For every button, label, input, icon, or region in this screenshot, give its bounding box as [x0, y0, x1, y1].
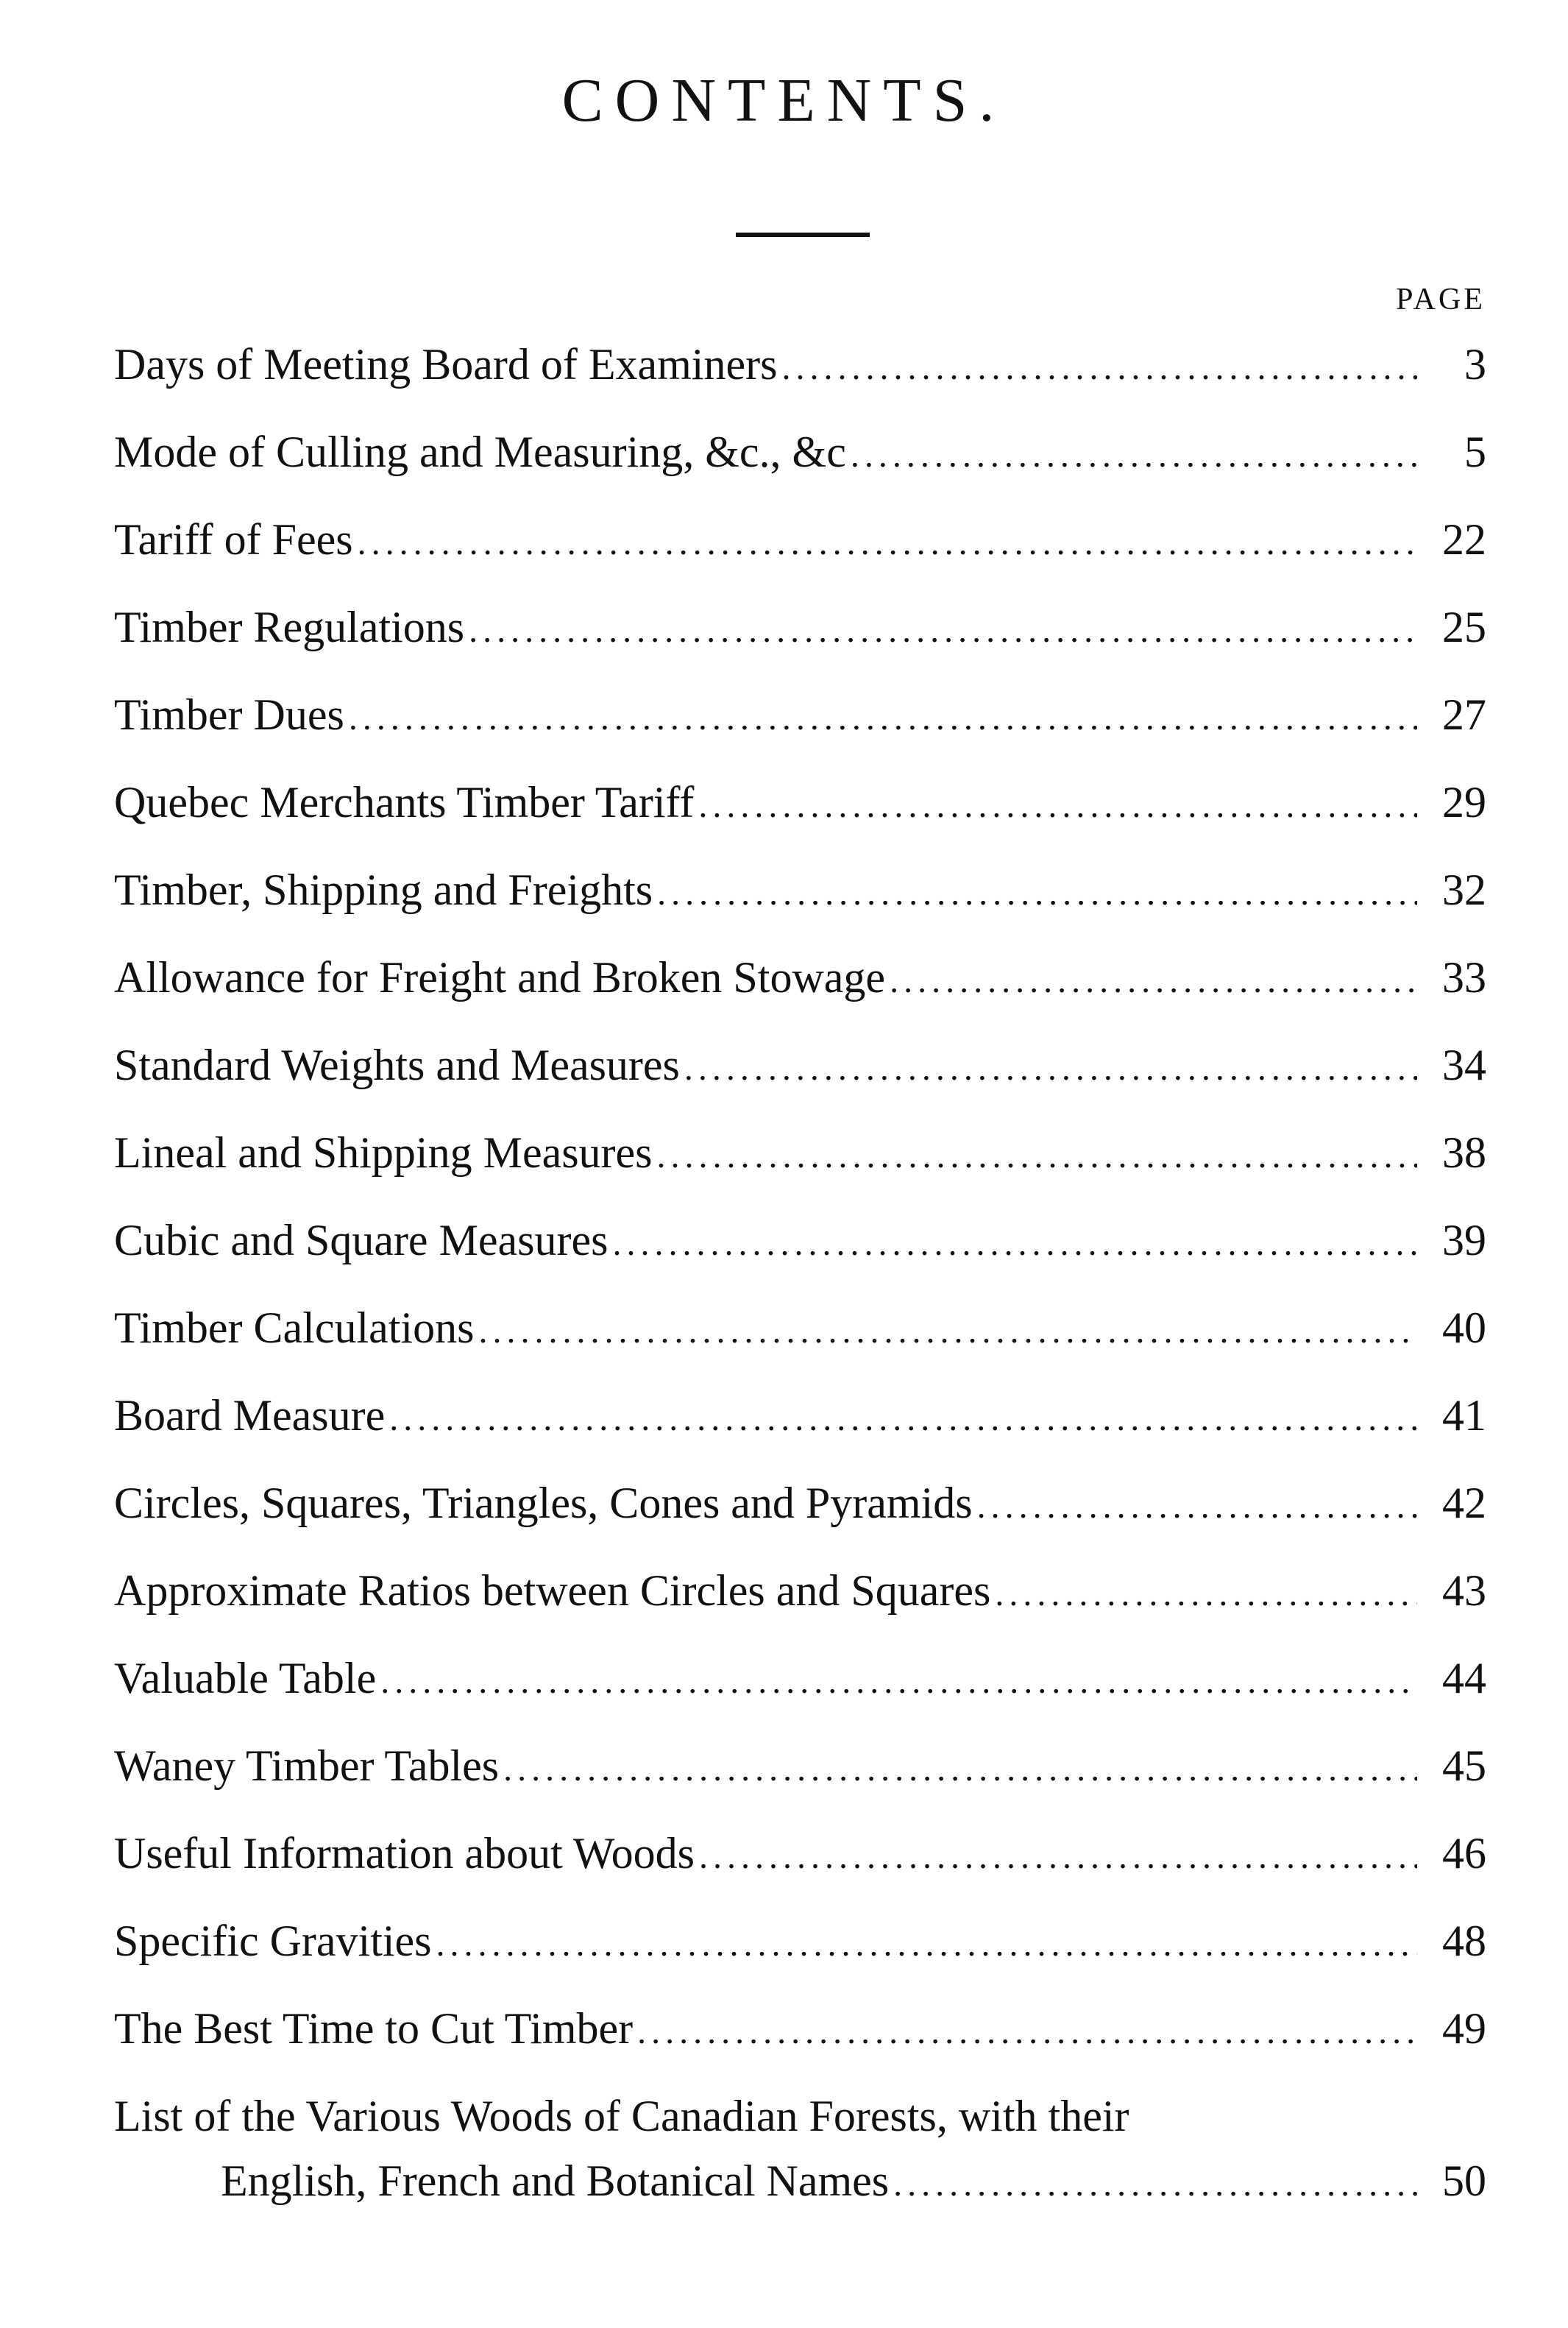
toc-entry-page: 49: [1442, 2004, 1486, 2053]
toc-entry[interactable]: [114, 415, 1486, 489]
toc-entry-multiline-first-line[interactable]: List of the Various Woods of Canadian Forests, with their: [114, 2092, 1129, 2140]
dot-leader: [469, 613, 1417, 648]
toc-entry-page: 3: [1464, 340, 1486, 389]
dot-leader: [851, 438, 1417, 473]
toc-entry[interactable]: [114, 1291, 1486, 1365]
toc-entry[interactable]: [114, 1992, 1486, 2065]
toc-entry-page: 45: [1442, 1741, 1486, 1790]
dot-leader: [699, 1839, 1417, 1875]
toc-entry[interactable]: [114, 1116, 1486, 1189]
toc-entry[interactable]: [114, 590, 1486, 664]
toc-entry-label: Timber Regulations: [114, 603, 465, 651]
toc-entry-label: Lineal and Shipping Measures: [114, 1128, 653, 1177]
dot-leader: [684, 1051, 1417, 1086]
toc-entry[interactable]: [114, 765, 1486, 839]
toc-entry-page: 34: [1442, 1041, 1486, 1089]
toc-entry[interactable]: [114, 1641, 1486, 1715]
toc-entry-page: 39: [1442, 1216, 1486, 1264]
toc-entry[interactable]: [114, 2144, 1486, 2218]
toc-entry-label: English, French and Botanical Names: [221, 2157, 890, 2205]
toc-entry-page: 42: [1442, 1479, 1486, 1527]
dot-leader: [436, 1927, 1417, 1962]
toc-entry[interactable]: [114, 1203, 1486, 1277]
toc-entry-label: Approximate Ratios between Circles and Squares: [114, 1566, 991, 1615]
page-title: CONTENTS.: [561, 66, 1007, 135]
toc-entry-page: 48: [1442, 1917, 1486, 1965]
toc-entry-page: 5: [1464, 428, 1486, 476]
dot-leader: [637, 2014, 1417, 2050]
dot-leader: [657, 876, 1417, 911]
toc-entry-label: Waney Timber Tables: [114, 1741, 500, 1790]
toc-entry-page: 29: [1442, 778, 1486, 827]
dot-leader: [478, 1314, 1417, 1349]
toc-entry-label: Allowance for Freight and Broken Stowage: [114, 953, 886, 1002]
toc-entry-page: 32: [1442, 866, 1486, 914]
toc-entry[interactable]: [114, 1816, 1486, 1890]
toc-entry-page: 40: [1442, 1303, 1486, 1352]
toc-entry-label: Board Measure: [114, 1391, 386, 1440]
toc-entry-label: Timber Dues: [114, 690, 344, 739]
dot-leader: [781, 350, 1417, 386]
toc-entry-label: Cubic and Square Measures: [114, 1216, 609, 1264]
dot-leader: [612, 1226, 1417, 1262]
toc-entry-label: Circles, Squares, Triangles, Cones and Pyramids: [114, 1479, 973, 1527]
toc-entry-label: Timber, Shipping and Freights: [114, 866, 653, 914]
toc-entry[interactable]: [114, 503, 1486, 576]
dot-leader: [349, 701, 1417, 736]
toc-entry[interactable]: [114, 1028, 1486, 1102]
toc-entry-page: 27: [1442, 690, 1486, 739]
dot-leader: [890, 963, 1417, 999]
dot-leader: [698, 788, 1417, 824]
toc-entry-label: Tariff of Fees: [114, 515, 353, 564]
page-column-header: PAGE: [1396, 283, 1486, 316]
dot-leader: [358, 526, 1417, 561]
toc-entry[interactable]: [114, 328, 1486, 401]
toc-entry-page: 46: [1442, 1829, 1486, 1878]
toc-entry-label: Specific Gravities: [114, 1917, 432, 1965]
toc-entry-label: Mode of Culling and Measuring, &c., &c: [114, 428, 846, 476]
toc-entry[interactable]: [114, 678, 1486, 751]
dot-leader: [977, 1489, 1417, 1524]
dot-leader: [893, 2167, 1417, 2202]
toc-entry[interactable]: [114, 1379, 1486, 1452]
toc-entry-label: Days of Meeting Board of Examiners: [114, 340, 778, 389]
toc-entry-label: Useful Information about Woods: [114, 1829, 695, 1878]
toc-entry[interactable]: [114, 941, 1486, 1014]
toc-entry-label: Valuable Table: [114, 1654, 377, 1702]
toc-entry-page: 44: [1442, 1654, 1486, 1702]
toc-entry-page: 50: [1442, 2157, 1486, 2205]
toc-entry-page: 25: [1442, 603, 1486, 651]
toc-entry-label: Timber Calculations: [114, 1303, 475, 1352]
dot-leader: [380, 1664, 1417, 1699]
toc-entry-page: 22: [1442, 515, 1486, 564]
toc-entry[interactable]: [114, 853, 1486, 927]
toc-entry[interactable]: [114, 1554, 1486, 1627]
title-rule: [736, 233, 870, 237]
toc-entry-page: 43: [1442, 1566, 1486, 1615]
toc-entry-label: Standard Weights and Measures: [114, 1041, 680, 1089]
toc-entry-page: 41: [1442, 1391, 1486, 1440]
toc-entry[interactable]: [114, 1466, 1486, 1540]
toc-entry[interactable]: [114, 1729, 1486, 1802]
toc-entry[interactable]: [114, 1904, 1486, 1978]
toc-entry-label: The Best Time to Cut Timber: [114, 2004, 634, 2053]
dot-leader: [657, 1139, 1417, 1174]
dot-leader: [503, 1752, 1417, 1787]
toc-entry-label: Quebec Merchants Timber Tariff: [114, 778, 695, 827]
toc-entry-page: 33: [1442, 953, 1486, 1002]
toc-entry-page: 38: [1442, 1128, 1486, 1177]
dot-leader: [389, 1401, 1417, 1437]
dot-leader: [995, 1577, 1417, 1612]
